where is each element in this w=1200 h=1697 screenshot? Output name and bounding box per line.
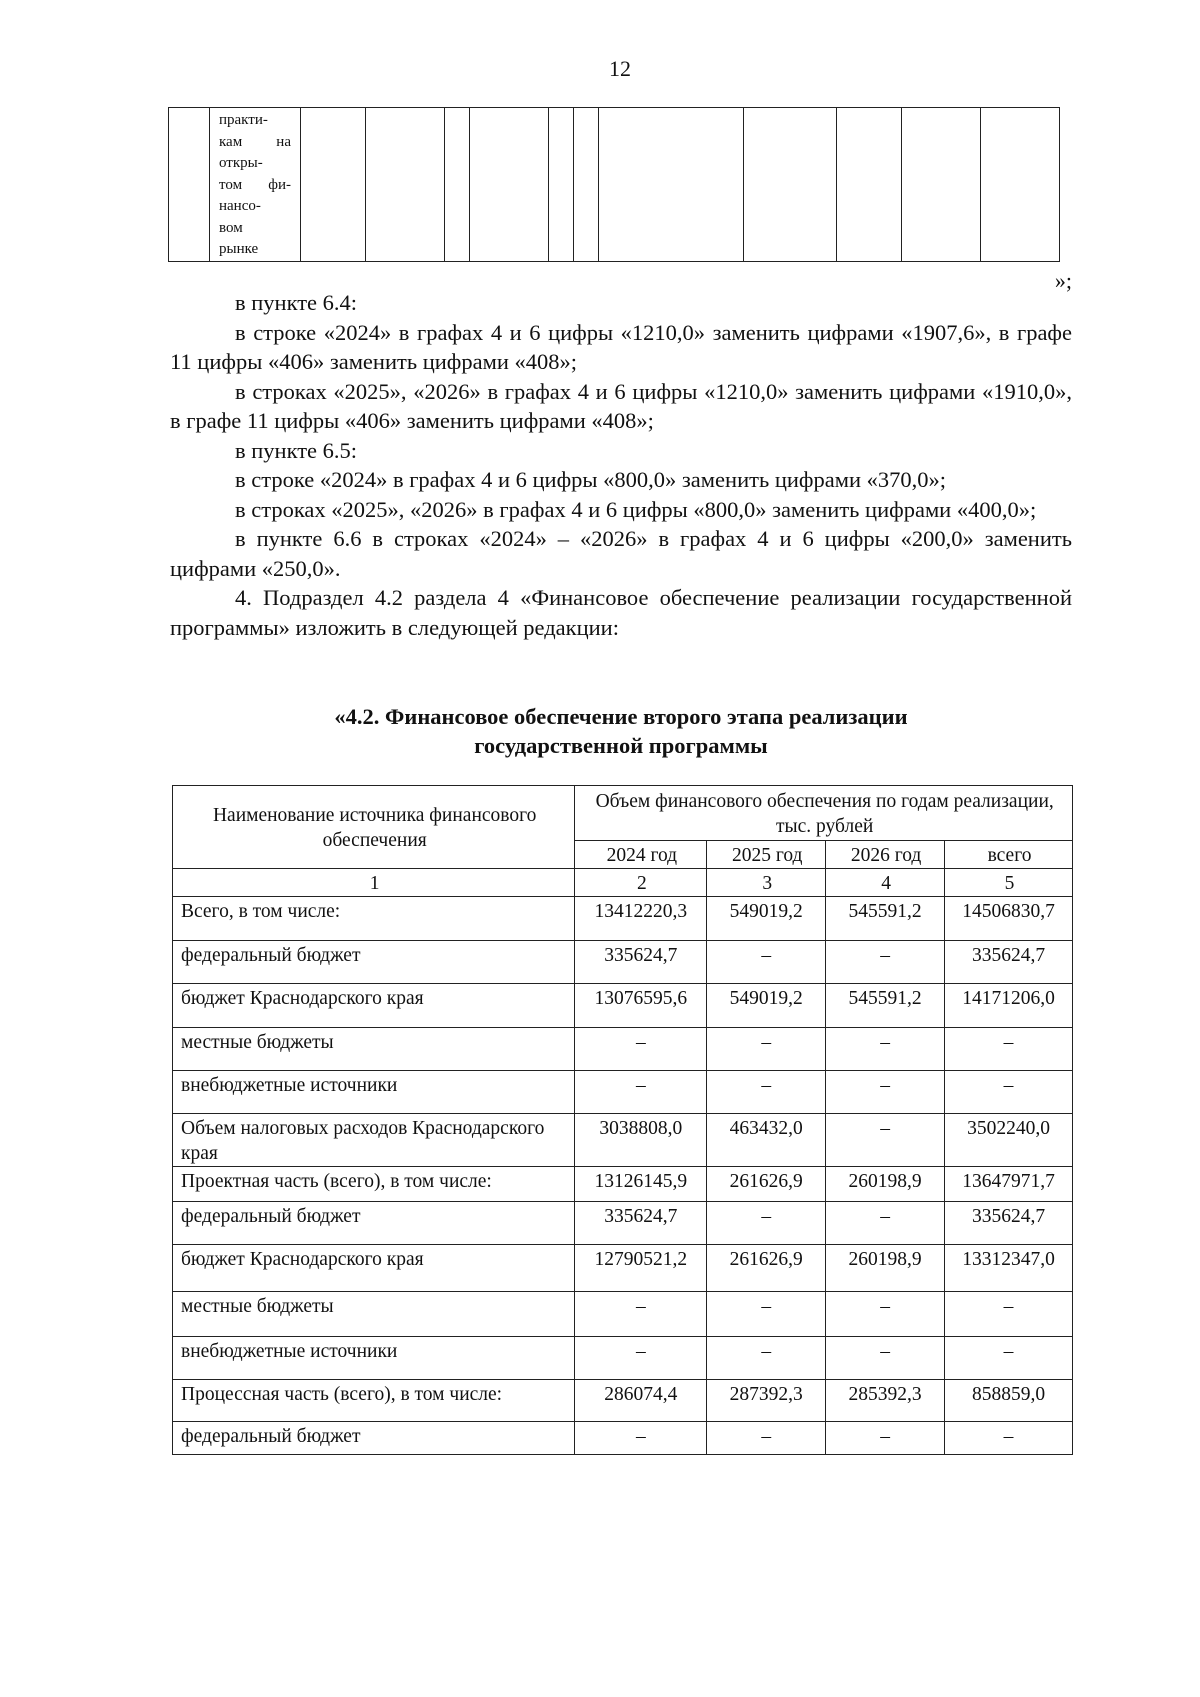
- row-value: –: [575, 1071, 707, 1114]
- row-value: –: [945, 1071, 1073, 1114]
- table-row: [173, 1380, 1073, 1422]
- row-value: 260198,9: [826, 1167, 945, 1202]
- paragraph: в строках «2025», «2026» в графах 4 и 6 цифры «800,0» заменить цифрами «400,0»;: [235, 496, 1037, 522]
- row-value: –: [826, 1114, 945, 1167]
- row-value: –: [707, 1071, 826, 1114]
- cell-line: нансо-: [219, 198, 261, 214]
- row-value: –: [945, 1422, 1073, 1455]
- row-value: –: [826, 1071, 945, 1114]
- year-header: 2025 год: [707, 841, 826, 869]
- cell-line: вом: [219, 219, 243, 236]
- row-value: 14171206,0: [945, 984, 1073, 1028]
- row-value: 13312347,0: [945, 1245, 1073, 1292]
- column-number: 5: [945, 869, 1073, 897]
- row-value: –: [707, 1292, 826, 1337]
- row-name: Процессная часть (всего), в том числе:: [173, 1380, 575, 1422]
- row-value: 287392,3: [707, 1380, 826, 1422]
- table-row: [173, 897, 1073, 941]
- row-value: 260198,9: [826, 1245, 945, 1292]
- row-name: федеральный бюджет: [173, 941, 575, 984]
- column-number: 1: [173, 869, 575, 897]
- row-name: внебюджетные источники: [173, 1071, 575, 1114]
- table-row: [173, 1422, 1073, 1455]
- row-value: –: [826, 1337, 945, 1380]
- header-volume: Объем финансового обеспечения по годам реализации, тыс. рублей: [575, 786, 1073, 841]
- paragraph: в строке «2024» в графах 4 и 6 цифры «800,0» заменить цифрами «370,0»;: [235, 467, 947, 492]
- cell-line: кам на: [219, 133, 291, 150]
- row-value: –: [826, 1422, 945, 1455]
- table-row: [173, 984, 1073, 1028]
- row-value: 12790521,2: [575, 1245, 707, 1292]
- row-value: –: [945, 1337, 1073, 1380]
- row-value: 13647971,7: [945, 1167, 1073, 1202]
- row-value: –: [826, 941, 945, 984]
- row-value: –: [826, 1292, 945, 1337]
- row-value: 3038808,0: [575, 1114, 707, 1167]
- table-row: [173, 941, 1073, 984]
- row-name: Проектная часть (всего), в том числе:: [173, 1167, 575, 1202]
- row-name: бюджет Краснодарского края: [173, 984, 575, 1028]
- row-value: 545591,2: [826, 897, 945, 941]
- row-value: –: [945, 1028, 1073, 1071]
- year-header: 2024 год: [575, 841, 707, 869]
- row-name: федеральный бюджет: [173, 1422, 575, 1455]
- table-row: [173, 1337, 1073, 1380]
- cell-line: откры-: [219, 155, 263, 171]
- header-source: Наименование источника финансового обеспечения: [173, 786, 575, 869]
- row-value: 285392,3: [826, 1380, 945, 1422]
- quote-end: »;: [1054, 268, 1072, 293]
- heading-line: «4.2. Финансовое обеспечение второго этапа реализации: [334, 704, 908, 729]
- row-name: местные бюджеты: [173, 1028, 575, 1071]
- row-name: бюджет Краснодарского края: [173, 1245, 575, 1292]
- heading-line: государственной программы: [474, 733, 768, 758]
- row-value: 858859,0: [945, 1380, 1073, 1422]
- row-name: Объем налоговых расходов Краснодарского края: [173, 1114, 575, 1167]
- paragraph: в пункте 6.5:: [235, 437, 358, 463]
- row-value: 261626,9: [707, 1245, 826, 1292]
- row-value: 286074,4: [575, 1380, 707, 1422]
- row-value: –: [707, 1202, 826, 1245]
- row-value: –: [575, 1337, 707, 1380]
- row-value: 335624,7: [575, 941, 707, 984]
- row-name: федеральный бюджет: [173, 1202, 575, 1245]
- row-value: 549019,2: [707, 897, 826, 941]
- row-value: 13126145,9: [575, 1167, 707, 1202]
- table-row: [173, 1202, 1073, 1245]
- amendment-text: [170, 288, 1072, 642]
- row-value: –: [707, 1422, 826, 1455]
- paragraph: в пункте 6.6 в строках «2024» – «2026» в графах 4 и 6 цифры «200,0» заменить цифрами «250,0».: [170, 526, 1072, 581]
- row-value: –: [575, 1422, 707, 1455]
- row-value: –: [826, 1202, 945, 1245]
- year-header: всего: [945, 841, 1073, 869]
- row-value: 335624,7: [575, 1202, 707, 1245]
- row-name: Всего, в том числе:: [173, 897, 575, 941]
- row-value: 335624,7: [945, 941, 1073, 984]
- row-value: 13076595,6: [575, 984, 707, 1028]
- paragraph: в строке «2024» в графах 4 и 6 цифры «1210,0» заменить цифрами «1907,6», в графе 11 цифры «406» заменить цифрами «408»;: [170, 319, 1072, 374]
- row-value: 3502240,0: [945, 1114, 1073, 1167]
- row-value: –: [826, 1028, 945, 1071]
- cell-line: рынке: [219, 241, 259, 257]
- table-row: [173, 1245, 1073, 1292]
- row-value: 335624,7: [945, 1202, 1073, 1245]
- row-value: 14506830,7: [945, 897, 1073, 941]
- paragraph: в пункте 6.4:: [235, 290, 358, 315]
- table-row: [173, 1167, 1073, 1202]
- row-name: внебюджетные источники: [173, 1337, 575, 1380]
- cell-line: практи-: [219, 112, 268, 128]
- column-number: 3: [707, 869, 826, 897]
- cell-line: том фи-: [219, 176, 291, 193]
- table-row: [173, 1292, 1073, 1337]
- row-value: –: [707, 1028, 826, 1071]
- row-value: 549019,2: [707, 984, 826, 1028]
- paragraph: 4. Подраздел 4.2 раздела 4 «Финансовое обеспечение реализации государственной программы» изложить в следующей редакции:: [170, 585, 1072, 640]
- paragraph: в строках «2025», «2026» в графах 4 и 6 цифры «1210,0» заменить цифрами «1910,0», в графе 11 цифры «406» заменить цифрами «408»;: [170, 378, 1072, 433]
- row-value: –: [707, 1337, 826, 1380]
- continued-table: [168, 107, 1060, 262]
- continued-cell-text: [210, 108, 300, 261]
- finance-table: [172, 785, 1073, 1455]
- row-value: 463432,0: [707, 1114, 826, 1167]
- row-name: местные бюджеты: [173, 1292, 575, 1337]
- row-value: 545591,2: [826, 984, 945, 1028]
- row-value: –: [945, 1292, 1073, 1337]
- row-value: 13412220,3: [575, 897, 707, 941]
- row-value: –: [707, 941, 826, 984]
- page-number: 12: [609, 56, 631, 81]
- table-row: [173, 1028, 1073, 1071]
- row-value: –: [575, 1028, 707, 1071]
- row-value: 261626,9: [707, 1167, 826, 1202]
- column-number: 4: [826, 869, 945, 897]
- section-heading: [170, 702, 1072, 760]
- table-row: [173, 1071, 1073, 1114]
- table-row: [173, 1114, 1073, 1167]
- column-number: 2: [575, 869, 707, 897]
- row-value: –: [575, 1292, 707, 1337]
- year-header: 2026 год: [826, 841, 945, 869]
